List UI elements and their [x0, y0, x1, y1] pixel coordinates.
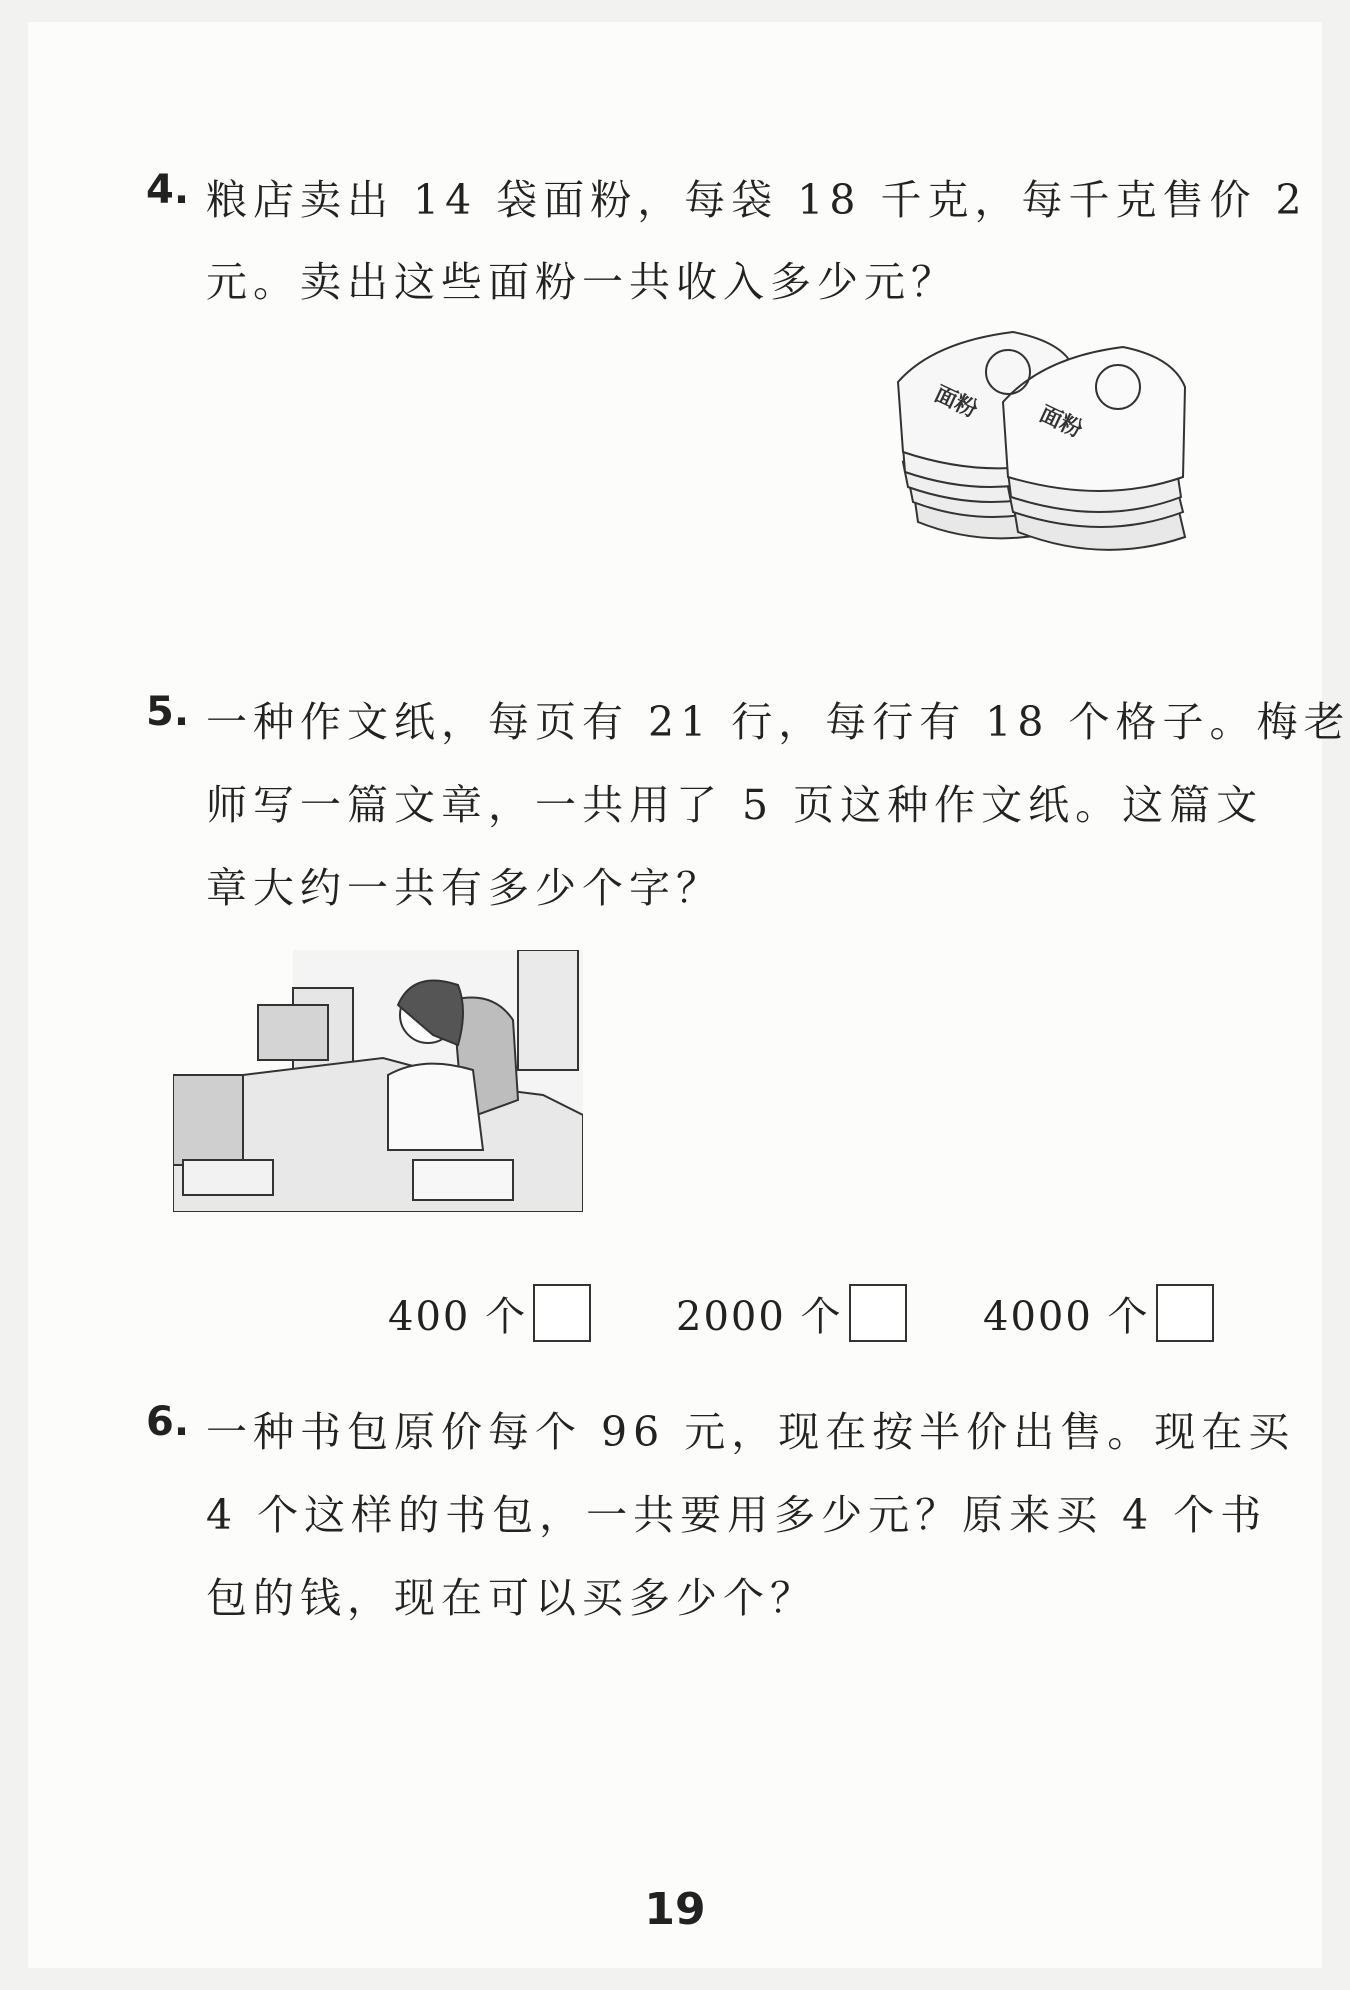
choice-4000 [983, 1284, 1214, 1342]
flour-bag-label: 面粉 [1035, 400, 1087, 443]
problem-text-line: 4 个这样的书包，一共要用多少元？原来买 4 个书 [206, 1491, 1268, 1539]
problem-number: 6. [146, 1399, 190, 1445]
problem-4 [146, 167, 1308, 306]
choice-checkbox[interactable] [1156, 1284, 1214, 1342]
problem-text-line: 元。卖出这些面粉一共收入多少元？ [206, 258, 958, 306]
page-number: 19 [644, 1884, 706, 1935]
choice-400 [388, 1284, 591, 1342]
choice-checkbox[interactable] [849, 1284, 907, 1342]
problem-number: 4. [146, 167, 190, 213]
problem-text-line: 粮店卖出 14 袋面粉，每袋 18 千克，每千克售价 2 [206, 176, 1308, 224]
flour-bag-label: 面粉 [930, 380, 982, 423]
problem-text-line: 师写一篇文章，一共用了 5 页这种作文纸。这篇文 [206, 781, 1264, 829]
problem-number: 5. [146, 689, 190, 735]
problem-text-line: 一种作文纸，每页有 21 行，每行有 18 个格子。梅老 [206, 698, 1350, 746]
problem-text-line: 一种书包原价每个 96 元，现在按半价出售。现在买 [206, 1408, 1296, 1456]
flour-bags-illustration-icon [873, 327, 1213, 567]
problem-text-line: 章大约一共有多少个字？ [206, 864, 723, 912]
choice-checkbox[interactable] [533, 1284, 591, 1342]
choice-label: 4000 个 [983, 1293, 1150, 1340]
problem-text-line: 包的钱，现在可以买多少个？ [206, 1574, 817, 1622]
choice-label: 2000 个 [676, 1293, 843, 1340]
problem-5 [146, 689, 1350, 919]
choice-label: 400 个 [388, 1293, 528, 1340]
choice-2000 [676, 1284, 907, 1342]
teacher-at-desk-illustration-icon [173, 950, 583, 1212]
workbook-page [28, 22, 1350, 1968]
problem-6 [146, 1399, 1296, 1629]
answer-choices [28, 1284, 1322, 1354]
